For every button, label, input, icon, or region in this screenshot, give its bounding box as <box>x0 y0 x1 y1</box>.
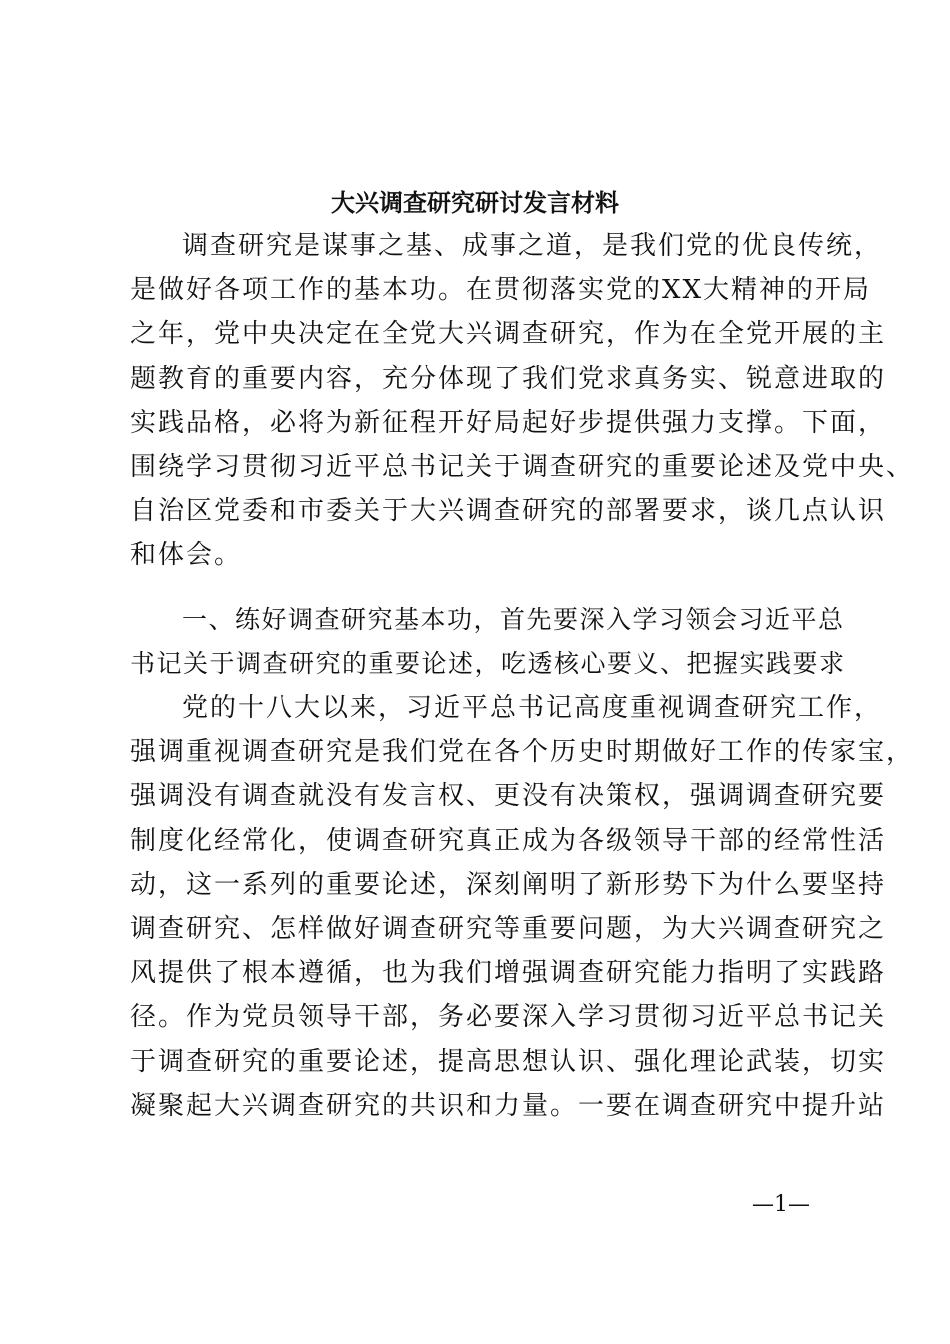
heading-line: 书记关于调查研究的重要论述，吃透核心要义、把握实践要求 <box>130 649 846 679</box>
text-line: 自治区党委和市委关于大兴调查研究的部署要求，谈几点认识 <box>130 496 887 527</box>
text-line: 调查研究、怎样做好调查研究等重要问题，为大兴调查研究之 <box>130 914 887 945</box>
text-line: 动，这一系列的重要论述，深刻阐明了新形势下为什么要坚持 <box>130 869 887 900</box>
text-line: 径。作为党员领导干部，务必要深入学习贯彻习近平总书记关 <box>130 1002 887 1033</box>
text-line: 调查研究是谋事之基、成事之道，是我们党的优良传统， <box>182 231 883 261</box>
text-line: 和体会。 <box>130 540 243 571</box>
text-line: 于调查研究的重要论述，提高思想认识、强化理论武装，切实 <box>130 1046 887 1077</box>
text-line: 党的十八大以来，习近平总书记高度重视调查研究工作， <box>182 693 883 723</box>
text-line: 制度化经常化，使调查研究真正成为各级领导干部的经常性活 <box>130 825 887 856</box>
text-line: 凝聚起大兴调查研究的共识和力量。一要在调查研究中提升站 <box>130 1090 887 1121</box>
text-line: 实践品格，必将为新征程开好局起好步提供强力支撑。下面， <box>130 407 887 438</box>
text-line: 强调没有调查就没有发言权、更没有决策权，强调调查研究要 <box>130 781 887 812</box>
paragraph-intro <box>130 224 915 578</box>
document-title: 大兴调查研究研讨发言材料 <box>331 188 619 217</box>
paragraph-section-1 <box>130 686 915 1128</box>
text-line: 强调重视调查研究是我们党在各个历史时期做好工作的传家宝， <box>130 737 915 768</box>
text-line: 之年，党中央决定在全党大兴调查研究，作为在全党开展的主 <box>130 319 887 350</box>
text-line: 风提供了根本遵循，也为我们增强调查研究能力指明了实践路 <box>130 958 887 989</box>
text-line: 是做好各项工作的基本功。在贯彻落实党的XX大精神的开局 <box>130 275 872 306</box>
text-line: 题教育的重要内容，充分体现了我们党求真务实、锐意进取的 <box>130 363 887 394</box>
section-heading-1 <box>130 598 846 686</box>
page-number: —1— <box>752 1192 810 1217</box>
heading-line: 一、练好调查研究基本功，首先要深入学习领会习近平总 <box>182 605 845 634</box>
text-line: 围绕学习贯彻习近平总书记关于调查研究的重要论述及党中央、 <box>130 452 915 483</box>
